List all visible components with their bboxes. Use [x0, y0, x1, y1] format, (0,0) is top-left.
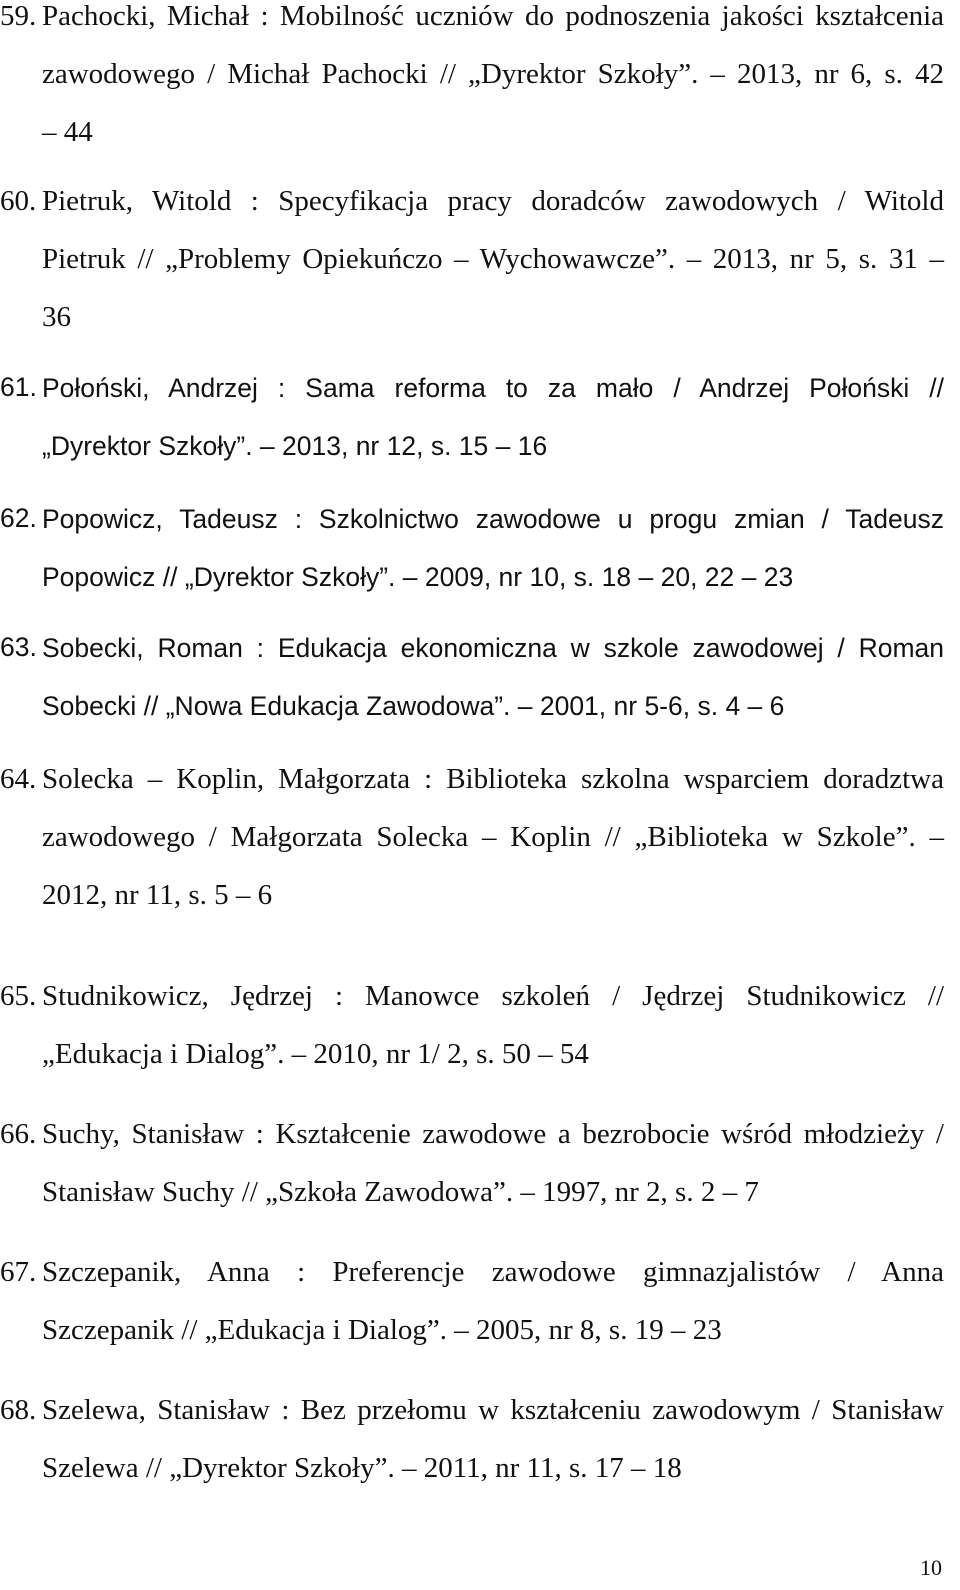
entry-line: Pachocki, Michał : Mobilność uczniów do podnoszenia jakości kształcenia — [42, 0, 944, 32]
entry-line: 2012, nr 11, s. 5 – 6 — [42, 879, 273, 911]
entry-text — [42, 0, 944, 174]
entry-line: „Edukacja i Dialog”. – 2010, nr 1/ 2, s. 50 – 54 — [42, 1038, 589, 1070]
entry-number: 67. — [0, 1256, 37, 1288]
entry-line: Sobecki // „Nowa Edukacja Zawodowa”. – 2001, nr 5-6, s. 4 – 6 — [42, 691, 785, 721]
entry-number: 65. — [0, 980, 37, 1012]
entry-line: Pietruk, Witold : Specyfikacja pracy doradców zawodowych / Witold — [42, 185, 944, 217]
entry-number: 64. — [0, 763, 37, 795]
entry-number: 63. — [0, 632, 37, 662]
entry-number: 66. — [0, 1118, 37, 1150]
entry-text — [42, 185, 944, 359]
entry-number: 61. — [0, 372, 37, 402]
entry-text — [42, 980, 944, 1096]
entry-line: Szczepanik // „Edukacja i Dialog”. – 2005, nr 8, s. 19 – 23 — [42, 1314, 722, 1346]
entry-text — [42, 1118, 944, 1234]
entry-number: 60. — [0, 185, 37, 217]
entry-text — [42, 503, 944, 619]
entry-line: zawodowego / Michał Pachocki // „Dyrektor Szkoły”. – 2013, nr 6, s. 42 — [42, 58, 944, 90]
entry-line: Popowicz // „Dyrektor Szkoły”. – 2009, nr 10, s. 18 – 20, 22 – 23 — [42, 562, 794, 592]
entry-line: – 44 — [42, 116, 93, 148]
entry-line: Solecka – Koplin, Małgorzata : Biblioteka szkolna wsparciem doradztwa — [42, 763, 944, 795]
page-number: 10 — [920, 1555, 942, 1580]
entry-line: Stanisław Suchy // „Szkoła Zawodowa”. – 1997, nr 2, s. 2 – 7 — [42, 1176, 759, 1208]
entry-line: zawodowego / Małgorzata Solecka – Koplin // „Biblioteka w Szkole”. – — [42, 821, 944, 853]
entry-line: Studnikowicz, Jędrzej : Manowce szkoleń / Jędrzej Studnikowicz // — [42, 980, 944, 1012]
entry-number: 59. — [0, 0, 37, 32]
entry-text — [42, 1256, 944, 1372]
entry-line: Popowicz, Tadeusz : Szkolnictwo zawodowe u progu zmian / Tadeusz — [42, 504, 944, 534]
entry-line: Szelewa // „Dyrektor Szkoły”. – 2011, nr 11, s. 17 – 18 — [42, 1452, 682, 1484]
entry-line: Pietruk // „Problemy Opiekuńczo – Wychowawcze”. – 2013, nr 5, s. 31 – — [42, 243, 944, 275]
entry-number: 62. — [0, 503, 37, 533]
entry-line: Szelewa, Stanisław : Bez przełomu w kształceniu zawodowym / Stanisław — [42, 1394, 944, 1426]
entry-line: Sobecki, Roman : Edukacja ekonomiczna w szkole zawodowej / Roman — [42, 633, 944, 663]
entry-line: „Dyrektor Szkoły”. – 2013, nr 12, s. 15 – 16 — [42, 431, 548, 461]
entry-line: Suchy, Stanisław : Kształcenie zawodowe a bezrobocie wśród młodzieży / — [42, 1118, 944, 1150]
entry-text — [42, 632, 944, 748]
entry-text — [42, 763, 944, 937]
entry-line: Połoński, Andrzej : Sama reforma to za mało / Andrzej Połoński // — [42, 373, 944, 403]
entry-line: Szczepanik, Anna : Preferencje zawodowe gimnazjalistów / Anna — [42, 1256, 944, 1288]
entry-text — [42, 1394, 944, 1510]
entry-number: 68. — [0, 1394, 37, 1426]
entry-line: 36 — [42, 301, 71, 333]
entry-text — [42, 372, 944, 488]
